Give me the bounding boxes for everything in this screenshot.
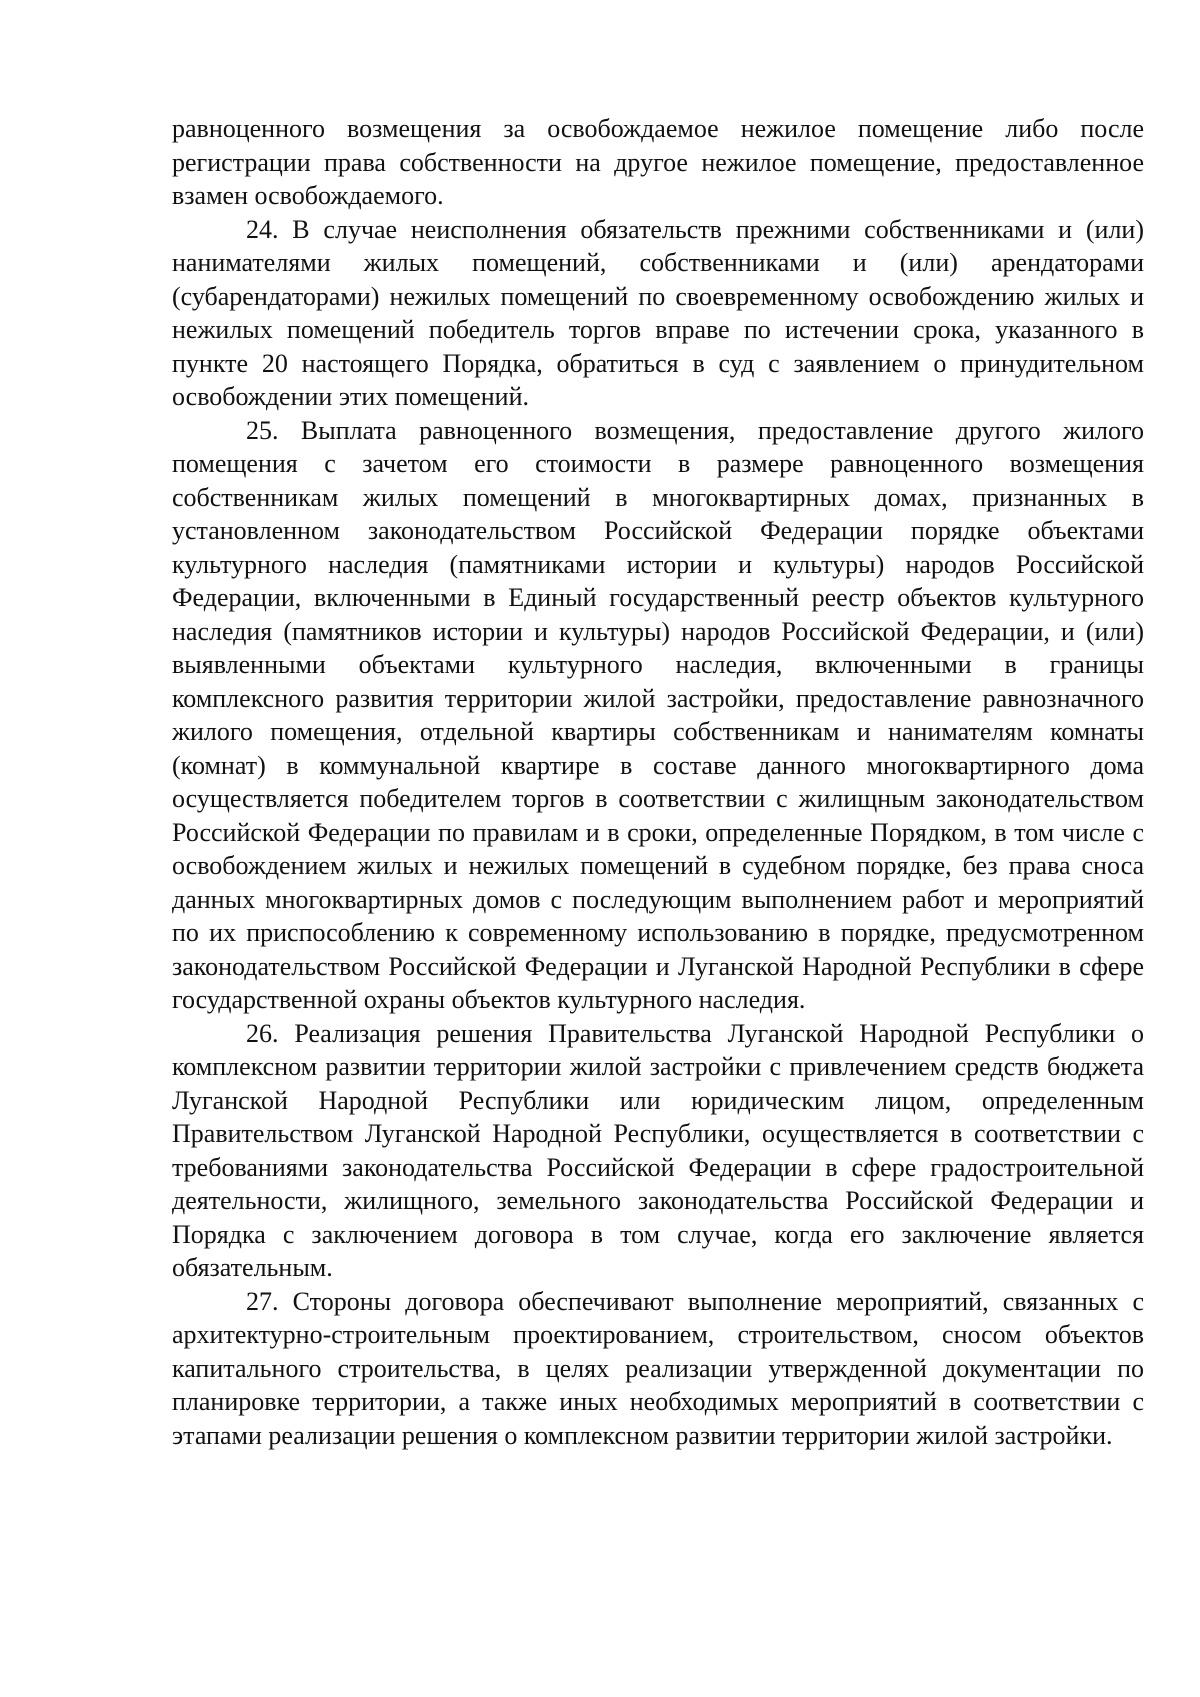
paragraph-item-24: 24. В случае неисполнения обязательств прежними собственниками и (или) нанимателями жилых помещений, собственниками и (или) арендаторами (субарендаторами) нежилых помещений по своевременному освобождению жилых и нежилых помещений победитель торгов вправе по истечении срока, указанного в пункте 20 настоящего Порядка, обратиться в суд с заявлением о принудительном освобождении этих помещений. — [172, 214, 1144, 411]
paragraph-item-27: 27. Стороны договора обеспечивают выполнение мероприятий, связанных с архитектурно-строительным проектированием, строительством, сносом объектов капитального строительства, в целях реализации утвержденной документации по планировке территории, а также иных необходимых мероприятий в соответствии с этапами реализации решения о комплексном развитии территории жилой застройки. — [172, 1286, 1144, 1450]
paragraph-item-26: 26. Реализация решения Правительства Луганской Народной Республики о комплексном развитии территории жилой застройки с привлечением средств бюджета Луганской Народной Республики или юридическим лицом, определенным Правительством Луганской Народной Республики, осуществляется в соответствии с требованиями законодательства Российской Федерации в сфере градостроительной деятельности, жилищного, земельного законодательства Российской Федерации и Порядка с заключением договора в том случае, когда его заключение является обязательным. — [172, 1018, 1144, 1282]
paragraph-item-25: 25. Выплата равноценного возмещения, предоставление другого жилого помещения с зачетом его стоимости в размере равноценного возмещения собственникам жилых помещений в многоквартирных домах, признанных в установленном законодательством Российской Федерации порядке объектами культурного наследия (памятниками истории и культуры) народов Российской Федерации, включенными в Единый государственный реестр объектов культурного наследия (памятников истории и культуры) народов Российской Федерации, и (или) выявленными объектами культурного наследия, включенными в границы комплексного развития территории жилой застройки, предоставление равнозначного жилого помещения, отдельной квартиры собственникам и нанимателям комнаты (комнат) в коммунальной квартире в составе данного многоквартирного дома осуществляется победителем торгов в соответствии с жилищным законодательством Российской Федерации по правилам и в сроки, определенные Порядком, в том числе с освобождением жилых и нежилых помещений в судебном порядке, без права сноса данных многоквартирных домов с последующим выполнением работ и мероприятий по их приспособлению к современному использованию в порядке, предусмотренном законодательством Российской Федерации и Луганской Народной Республики в сфере государственной охраны объектов культурного наследия. — [172, 415, 1144, 1014]
paragraph-continuation: равноценного возмещения за освобождаемое нежилое помещение либо после регистрации права собственности на другое нежилое помещение, предоставленное взамен освобождаемого. — [172, 114, 1144, 210]
document-page — [172, 112, 1144, 1452]
